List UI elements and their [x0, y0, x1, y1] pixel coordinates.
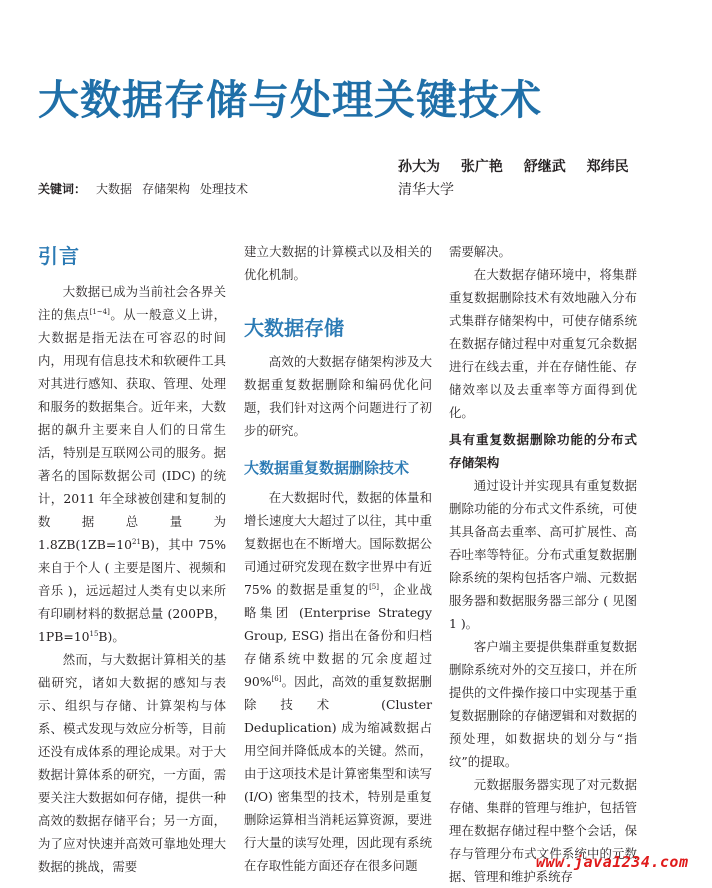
- text-run: B)，其中 75% 来自于个人 ( 主要是图片、视频和音乐 )，远远超过人类有史以来所有印刷材料的数据总量 (200PB，1PB=10: [38, 537, 226, 644]
- keyword: 处理技术: [200, 182, 249, 196]
- author-name: 张广艳: [460, 159, 503, 175]
- text-run: 在大数据时代，数据的体量和增长速度大大超过了以往，其中重复数据也在不断增大。国际数据公司通过研究发现在数字世界中有近 75% 的数据是重复的: [244, 490, 432, 597]
- exponent: 21: [132, 537, 141, 546]
- text-run: B)。: [98, 629, 125, 644]
- keyword: 存储架构: [142, 182, 191, 196]
- keywords-line: [38, 180, 248, 197]
- paragraph: [38, 280, 226, 648]
- keyword: 大数据: [96, 182, 133, 196]
- paragraph: 然而，与大数据计算相关的基础研究，诸如大数据的感知与表示、组织与存储、计算架构与体系、模式发现与效应分析等，目前还没有成体系的理论成果。对于大数据计算体系的研究，一方面，需要关注大数据如何存储，提供一种高效的数据存储平台；另一方面，为了应对快速并高效可靠地处理大数据的挑战，需要: [38, 652, 226, 874]
- text-run: 。因此，高效的重复数据删除技术 (Cluster Deduplication) 成为缩减数据占用空间并降低成本的关键。然而，由于这项技术是计算密集型和读写 (I/O) 密集型的技术，特别是重复删除运算相当消耗运算资源，要进行大量的读写处理，因此现有系统在存取性能方面还存在很多问题: [244, 674, 432, 873]
- paragraph: 元数据服务器实现了对元数据存储、集群的管理与维护，包括管理在数据存储过程中整个会话，保存与管理分布式文件系统中的元数据、管理和维护系统存: [449, 777, 637, 884]
- text-run: ，企业战略集团 (Enterprise Strategy Group, ESG) 指出在备份和归档存储系统中数据的冗余度超过 90%: [244, 582, 432, 689]
- author-name: 郑纬民: [586, 159, 629, 175]
- citation: [1~4]: [89, 307, 110, 316]
- citation: [6]: [271, 674, 282, 683]
- paragraph: 客户端主要提供集群重复数据删除系统对外的交互接口，并在所提供的文件操作接口中实现基于重复数据删除的存储逻辑和对数据的预处理，如数据块的划分与“指纹”的提取。: [449, 639, 637, 769]
- section-heading-introduction: 引言: [38, 244, 80, 268]
- keywords-label: 关键词：: [38, 182, 87, 196]
- paragraph: 通过设计并实现具有重复数据删除功能的分布式文件系统，可使其具备高去重率、高可扩展性、高吞吐率等特征。分布式重复数据删除系统的架构包括客户端、元数据服务器和数据服务器三部分 ( 见图 1 )。: [449, 478, 637, 631]
- author-name: 孙大为: [398, 159, 440, 175]
- subsection-heading-deduplication: 大数据重复数据删除技术: [244, 459, 410, 477]
- column-3: [449, 240, 637, 888]
- article-title: 大数据存储与处理关键技术: [38, 76, 542, 124]
- paragraph: 在大数据存储环境中，将集群重复数据删除技术有效地融入分布式集群存储架构中，可使存储系统在数据存储过程中对重复冗余数据进行在线去重，并在存储性能、存储效率以及去重率等方面得到优化。: [449, 267, 637, 420]
- paragraph: [244, 486, 432, 877]
- citation: [5]: [369, 582, 379, 591]
- section-heading-storage: 大数据存储: [244, 316, 344, 340]
- paragraph: 建立大数据的计算模式以及相关的优化机制。: [244, 244, 432, 282]
- text-run: 大数据已成为当前社会各界关注的焦点: [38, 284, 226, 322]
- minor-heading-distributed-architecture: 具有重复数据删除功能的分布式存储架构: [449, 432, 637, 470]
- text-run: 。从一般意义上讲，大数据是指无法在可容忍的时间内，用现有信息技术和软硬件工具对其进行感知、获取、管理、处理和服务的数据集合。近年来，大数据的飙升主要来自人们的日常生活，特别是互联网公司的服务。据著名的国际数据公司 (IDC) 的统计，2011 年全球被创建和复制的数据总量为 1.8ZB(1ZB=10: [38, 307, 227, 552]
- exponent: 15: [89, 629, 99, 638]
- paragraph: 需要解决。: [449, 244, 511, 259]
- column-1: [38, 240, 226, 878]
- watermark: www.java1234.com: [536, 853, 689, 871]
- column-2: [244, 240, 432, 877]
- author-name: 舒继武: [523, 159, 566, 175]
- author-affiliation: 清华大学: [398, 182, 454, 198]
- paragraph: 高效的大数据存储架构涉及大数据重复数据删除和编码优化问题，我们针对这两个问题进行了初步的研究。: [244, 354, 432, 438]
- author-list: [398, 156, 629, 176]
